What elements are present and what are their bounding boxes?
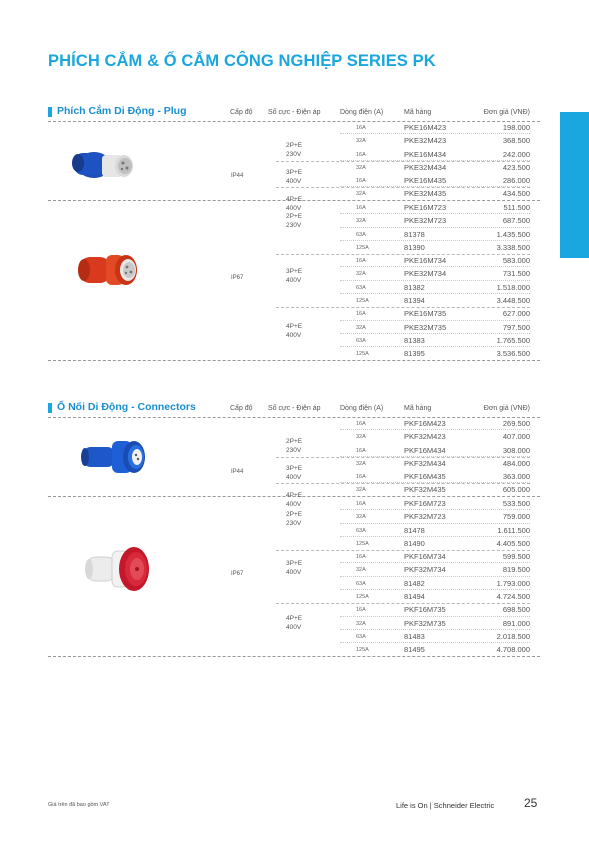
pole-label: 2P+E xyxy=(286,142,303,149)
voltage-label: 400V xyxy=(286,178,302,185)
table-row xyxy=(340,444,530,457)
current-cell: 32A xyxy=(356,460,366,467)
price-cell: 759.000 xyxy=(502,512,530,522)
current-cell: 16A xyxy=(356,474,366,481)
column-header-dong-dien: Dòng điện (A) xyxy=(340,405,384,412)
table-row xyxy=(340,241,530,254)
code-cell: PKE32M734 xyxy=(404,269,447,279)
price-cell: 1.435.500 xyxy=(496,229,530,239)
current-cell: 32A xyxy=(356,164,366,171)
table-row xyxy=(340,510,530,523)
column-header-cap-do: Cấp độ xyxy=(230,109,253,116)
pole-voltage xyxy=(286,141,302,159)
current-cell: 125A xyxy=(356,244,369,251)
current-cell: 32A xyxy=(356,434,366,441)
current-cell: 16A xyxy=(356,125,366,131)
voltage-label: 400V xyxy=(286,205,302,212)
price-cell: 4.724.500 xyxy=(496,592,530,602)
voltage-label: 400V xyxy=(286,501,302,508)
plug-section xyxy=(48,103,540,361)
code-cell: PKE32M723 xyxy=(404,216,447,226)
code-cell: PKF16M435 xyxy=(404,472,446,482)
code-cell: 81383 xyxy=(404,335,425,345)
plug-section-header xyxy=(48,103,540,121)
voltage-label: 230V xyxy=(286,222,302,229)
current-cell: 63A xyxy=(356,580,366,587)
code-cell: PKF32M423 xyxy=(404,432,446,442)
section-title: Phích Cắm Di Động - Plug xyxy=(57,105,187,117)
price-cell: 819.500 xyxy=(502,565,530,575)
price-cell: 731.500 xyxy=(502,269,530,279)
price-cell: 599.500 xyxy=(502,552,530,562)
price-cell: 242.000 xyxy=(502,149,530,159)
pole-label: 4P+E xyxy=(286,492,303,499)
voltage-label: 400V xyxy=(286,569,302,576)
code-cell: 81395 xyxy=(404,349,425,359)
code-cell: PKF16M735 xyxy=(404,605,446,615)
current-cell: 16A xyxy=(356,607,366,614)
current-cell: 32A xyxy=(356,218,366,225)
price-cell: 687.500 xyxy=(502,216,530,226)
table-row xyxy=(340,134,530,147)
price-cell: 434.500 xyxy=(502,189,530,199)
pole-label: 3P+E xyxy=(286,268,303,275)
pole-voltage xyxy=(286,614,302,632)
code-cell: PKE32M735 xyxy=(404,322,447,332)
code-cell: 81478 xyxy=(404,525,425,535)
table-row xyxy=(340,537,530,550)
pole-label: 4P+E xyxy=(286,196,303,203)
table-row xyxy=(340,307,530,320)
pole-label: 2P+E xyxy=(286,438,303,445)
column-header-cap-do: Cấp độ xyxy=(230,405,253,412)
price-cell: 484.000 xyxy=(502,458,530,468)
brand-tagline: Life is On | Schneider Electric xyxy=(396,801,495,810)
current-cell: 16A xyxy=(356,501,366,507)
code-cell: PKE16M734 xyxy=(404,256,447,266)
current-cell: 63A xyxy=(356,337,366,344)
connector-section xyxy=(48,399,540,657)
price-cell: 511.500 xyxy=(503,203,530,212)
price-cell: 423.500 xyxy=(502,162,530,172)
current-cell: 16A xyxy=(356,421,366,427)
current-cell: 63A xyxy=(356,633,366,640)
price-cell: 891.000 xyxy=(502,618,530,628)
column-header-so-cuc: Số cực - Điện áp xyxy=(268,405,321,412)
blue-connector-image xyxy=(80,431,150,483)
table-row xyxy=(340,334,530,347)
code-cell: PKF16M723 xyxy=(404,499,446,508)
price-cell: 308.000 xyxy=(502,445,530,455)
price-cell: 627.000 xyxy=(502,309,530,319)
current-cell: 16A xyxy=(356,311,366,318)
voltage-label: 230V xyxy=(286,447,302,454)
current-cell: 125A xyxy=(356,647,369,654)
current-cell: 16A xyxy=(356,151,366,158)
current-cell: 32A xyxy=(356,487,366,494)
current-cell: 16A xyxy=(356,258,366,265)
price-cell: 1.765.500 xyxy=(496,335,530,345)
price-cell: 269.500 xyxy=(502,419,530,428)
table-row xyxy=(340,254,530,267)
price-cell: 198.000 xyxy=(502,123,530,132)
pole-voltage xyxy=(286,437,302,455)
plug-ip67-group xyxy=(48,201,540,361)
price-cell: 583.000 xyxy=(502,256,530,266)
pole-voltage xyxy=(286,168,302,186)
table-row xyxy=(340,321,530,334)
table-row xyxy=(340,417,530,430)
code-cell: PKF32M734 xyxy=(404,565,446,575)
code-cell: PKE32M434 xyxy=(404,162,447,172)
ip-rating: IP67 xyxy=(231,571,244,577)
current-cell: 32A xyxy=(356,567,366,574)
vat-note: Giá trên đã bao gồm VAT xyxy=(48,802,110,808)
column-header-ma-hang: Mã hàng xyxy=(404,405,432,412)
ip-rating: IP44 xyxy=(231,469,244,475)
connector-ip67-group xyxy=(48,497,540,657)
table-row xyxy=(340,430,530,443)
current-cell: 16A xyxy=(356,178,366,185)
pole-voltage xyxy=(286,212,302,230)
column-header-so-cuc: Số cực - Điện áp xyxy=(268,109,321,116)
price-cell: 286.000 xyxy=(502,176,530,186)
price-cell: 407.000 xyxy=(502,432,530,442)
product-rows xyxy=(340,121,530,201)
code-cell: PKF32M723 xyxy=(404,512,446,522)
product-rows xyxy=(340,417,530,497)
ip-rating: IP67 xyxy=(231,275,244,281)
section-title: Ổ Nối Di Động - Connectors xyxy=(57,401,196,413)
code-cell: 81394 xyxy=(404,296,425,306)
current-cell: 125A xyxy=(356,594,369,601)
table-row xyxy=(340,174,530,187)
blue-plug-image xyxy=(66,135,144,187)
red-plug-image xyxy=(76,241,148,299)
table-row xyxy=(340,347,530,360)
pole-label: 3P+E xyxy=(286,465,303,472)
code-cell: PKE32M423 xyxy=(404,136,447,146)
voltage-label: 400V xyxy=(286,474,302,481)
code-cell: 81494 xyxy=(404,592,425,602)
pole-label: 4P+E xyxy=(286,615,303,622)
table-row xyxy=(340,294,530,307)
current-cell: 63A xyxy=(356,527,366,534)
code-cell: PKF32M435 xyxy=(404,485,446,495)
current-cell: 32A xyxy=(356,324,366,331)
table-row xyxy=(340,483,530,496)
column-header-dong-dien: Dòng điện (A) xyxy=(340,109,384,116)
current-cell: 16A xyxy=(356,554,366,561)
table-row xyxy=(340,643,530,656)
price-cell: 1.793.000 xyxy=(496,578,530,588)
price-cell: 605.000 xyxy=(502,485,530,495)
ip-rating: IP44 xyxy=(231,173,244,179)
price-cell: 533.500 xyxy=(502,499,530,508)
table-row xyxy=(340,524,530,537)
price-cell: 3.448.500 xyxy=(496,296,530,306)
voltage-label: 230V xyxy=(286,151,302,158)
table-row xyxy=(340,201,530,214)
pole-voltage xyxy=(286,464,302,482)
code-cell: 81390 xyxy=(404,242,425,252)
table-row xyxy=(340,590,530,603)
pole-voltage xyxy=(286,559,302,577)
table-row xyxy=(340,617,530,630)
current-cell: 16A xyxy=(356,447,366,454)
table-row xyxy=(340,470,530,483)
pole-voltage xyxy=(286,322,302,340)
table-row xyxy=(340,630,530,643)
product-rows xyxy=(340,201,530,361)
code-cell: PKE16M723 xyxy=(404,203,447,212)
pole-label: 2P+E xyxy=(286,213,303,220)
code-cell: PKF16M423 xyxy=(404,419,446,428)
pole-label: 3P+E xyxy=(286,560,303,567)
code-cell: PKE16M434 xyxy=(404,149,447,159)
price-cell: 4.405.500 xyxy=(496,538,530,548)
red-connector-image xyxy=(84,537,154,601)
current-cell: 32A xyxy=(356,271,366,278)
page-number: 25 xyxy=(524,796,538,810)
current-cell: 125A xyxy=(356,298,369,305)
price-cell: 3.536.500 xyxy=(496,349,530,359)
column-header-don-gia: Đơn giá (VNĐ) xyxy=(483,109,530,116)
code-cell: 81382 xyxy=(404,282,425,292)
code-cell: PKE16M423 xyxy=(404,123,447,132)
table-row xyxy=(340,563,530,576)
product-rows xyxy=(340,497,530,657)
side-tab xyxy=(560,112,589,258)
current-cell: 125A xyxy=(356,540,369,547)
price-cell: 1.518.000 xyxy=(496,282,530,292)
pole-voltage xyxy=(286,267,302,285)
price-cell: 698.500 xyxy=(502,605,530,615)
table-row xyxy=(340,603,530,616)
column-header-ma-hang: Mã hàng xyxy=(404,109,432,116)
price-cell: 368.500 xyxy=(502,136,530,146)
code-cell: PKE32M435 xyxy=(404,189,447,199)
table-row xyxy=(340,267,530,280)
section-marker xyxy=(48,107,52,117)
code-cell: PKE16M435 xyxy=(404,176,447,186)
current-cell: 63A xyxy=(356,231,366,238)
price-cell: 3.338.500 xyxy=(496,242,530,252)
price-cell: 2.018.500 xyxy=(496,631,530,641)
voltage-label: 230V xyxy=(286,520,302,527)
table-row xyxy=(340,281,530,294)
connector-section-header xyxy=(48,399,540,417)
code-cell: 81482 xyxy=(404,578,425,588)
price-cell: 797.500 xyxy=(502,322,530,332)
voltage-label: 400V xyxy=(286,277,302,284)
table-row xyxy=(340,550,530,563)
pole-label: 4P+E xyxy=(286,323,303,330)
code-cell: PKF32M735 xyxy=(404,618,446,628)
pole-label: 3P+E xyxy=(286,169,303,176)
code-cell: PKF16M434 xyxy=(404,445,446,455)
pole-label: 2P+E xyxy=(286,511,303,518)
current-cell: 125A xyxy=(356,351,369,358)
current-cell: 32A xyxy=(356,191,366,198)
code-cell: 81483 xyxy=(404,631,425,641)
price-cell: 363.000 xyxy=(502,472,530,482)
code-cell: PKE16M735 xyxy=(404,309,447,319)
voltage-label: 400V xyxy=(286,624,302,631)
code-cell: PKF16M734 xyxy=(404,552,446,562)
table-row xyxy=(340,577,530,590)
table-row xyxy=(340,457,530,470)
code-cell: 81490 xyxy=(404,538,425,548)
column-header-don-gia: Đơn giá (VNĐ) xyxy=(483,405,530,412)
current-cell: 32A xyxy=(356,138,366,145)
table-row xyxy=(340,121,530,134)
code-cell: PKF32M434 xyxy=(404,458,446,468)
table-row xyxy=(340,161,530,174)
voltage-label: 400V xyxy=(286,332,302,339)
section-marker xyxy=(48,403,52,413)
table-row xyxy=(340,214,530,227)
pole-voltage xyxy=(286,510,302,528)
current-cell: 16A xyxy=(356,205,366,211)
table-row xyxy=(340,187,530,200)
current-cell: 63A xyxy=(356,284,366,291)
table-row xyxy=(340,228,530,241)
code-cell: 81495 xyxy=(404,645,425,655)
page-title: PHÍCH CẮM & Ổ CẮM CÔNG NGHIỆP SERIES PK xyxy=(48,52,436,70)
table-row xyxy=(340,148,530,161)
price-cell: 1.611.500 xyxy=(497,525,530,535)
current-cell: 32A xyxy=(356,620,366,627)
price-cell: 4.708.000 xyxy=(496,645,530,655)
current-cell: 32A xyxy=(356,514,366,521)
code-cell: 81378 xyxy=(404,229,425,239)
table-row xyxy=(340,497,530,510)
